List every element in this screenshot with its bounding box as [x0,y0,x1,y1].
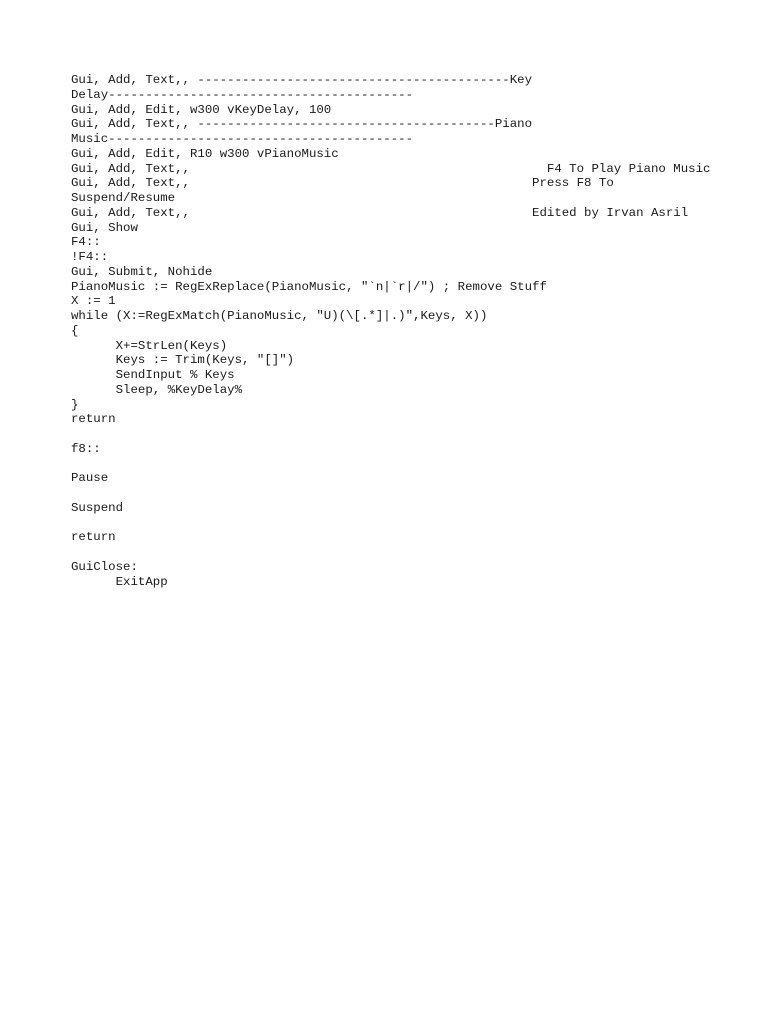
code-line: Delay----------------------------------------- [71,87,414,102]
code-line: { [71,323,79,338]
code-line: Gui, Add, Text,, Edited by Irvan Asril [71,205,689,220]
code-line: Gui, Add, Text,, F4 To Play Piano Music [71,161,711,176]
code-line: X := 1 [71,294,116,309]
script-text [71,73,711,589]
code-line: Suspend [71,500,124,515]
code-line: Gui, Submit, Nohide [71,264,213,279]
code-line: SendInput % Keys [71,368,235,382]
code-line: Gui, Add, Edit, R10 w300 vPianoMusic [71,146,339,161]
code-line: return [71,530,116,545]
code-line [71,545,711,560]
code-line: Gui, Show [71,220,138,235]
code-line: } [71,397,79,412]
code-line [71,457,711,472]
code-line: Gui, Add, Text,, ------------------------------------------Key [71,73,533,87]
code-line: Pause [71,471,109,486]
code-line: Gui, Add, Text,, ----------------------------------------Piano [71,117,533,132]
code-line: f8:: [71,441,101,456]
code-line: Keys := Trim(Keys, "[]") [71,353,295,368]
code-line: PianoMusic := RegExReplace(PianoMusic, "`n|`r|/") ; Remove Stuff [71,279,547,294]
code-line: X+=StrLen(Keys) [71,338,228,353]
code-line: Sleep, %KeyDelay% [71,382,243,397]
code-line [71,486,711,501]
code-line [71,427,711,442]
code-line: GuiClose: [71,559,138,574]
code-line: F4:: [71,235,101,250]
code-line: while (X:=RegExMatch(PianoMusic, "U)(\[.*]|.)",Keys, X)) [71,309,488,323]
code-line: Gui, Add, Edit, w300 vKeyDelay, 100 [71,102,332,117]
code-line: !F4:: [71,250,109,264]
code-line: ExitApp [71,574,168,589]
code-line: Music----------------------------------------- [71,132,414,146]
code-line: Gui, Add, Text,, Press F8 To [71,176,614,191]
code-line: Suspend/Resume [71,191,176,205]
code-line: return [71,412,116,427]
code-line [71,516,711,531]
